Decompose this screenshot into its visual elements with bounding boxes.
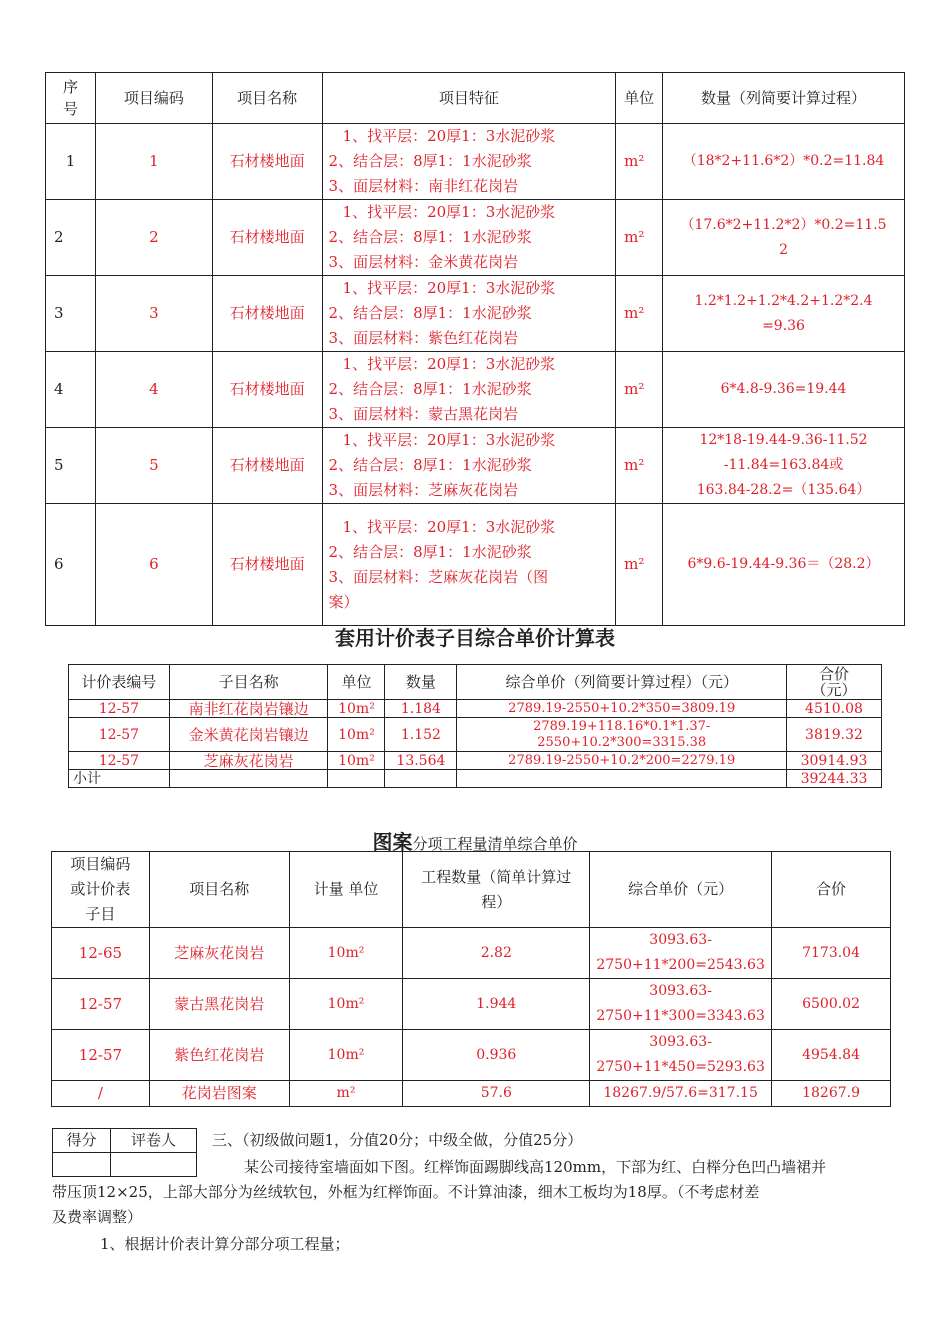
row-unit-price [457, 700, 787, 718]
row-name: 石材楼地面 [212, 428, 322, 504]
row-unit: m² [616, 200, 663, 276]
row-quantity [663, 276, 905, 352]
row-unit-price [590, 928, 772, 979]
subtotal-value: 39244.33 [787, 770, 882, 788]
header-quantity-line: 程） [481, 892, 512, 911]
feature-line: 1、找平层：20厚1：3水泥砂浆 [342, 517, 556, 536]
row-quantity: 1.184 [385, 700, 457, 718]
table-header-row [52, 852, 891, 928]
header-quantity [403, 852, 590, 928]
feature-line: 3、面层材料：紫色红花岗岩 [328, 329, 519, 347]
header-name: 子目名称 [169, 665, 328, 700]
price-line: 2550+10.2*300=3315.38 [537, 734, 707, 750]
row-seq: 2 [46, 200, 96, 276]
row-total: 30914.93 [787, 752, 882, 770]
header-code-line: 项目编码 [70, 855, 131, 873]
table-row [69, 752, 882, 770]
feature-line: 2、结合层：8厚1：1水泥砂浆 [328, 542, 532, 561]
row-name: 蒙古黑花岗岩 [149, 979, 289, 1030]
subtotal-row [69, 770, 882, 788]
row-quantity: 2.82 [403, 928, 590, 979]
header-code-line: 或计价表 [70, 880, 131, 898]
question-item-1: 1、根据计价表计算分部分项工程量； [100, 1235, 350, 1253]
feature-line: 1、找平层：20厚1：3水泥砂浆 [342, 355, 556, 373]
table-row [52, 1030, 891, 1081]
row-code: 12-57 [52, 1030, 150, 1081]
row-name: 石材楼地面 [212, 352, 322, 428]
score-box [52, 1128, 197, 1177]
feature-line: 3、面层材料：芝麻灰花岗岩（图 [328, 567, 549, 586]
row-code: 12-65 [52, 928, 150, 979]
table-row [69, 700, 882, 718]
row-unit: m² [616, 352, 663, 428]
row-feature [322, 200, 616, 276]
quantity-line: 1.2*1.2+1.2*4.2+1.2*2.4 [694, 292, 873, 309]
row-seq: 4 [46, 352, 96, 428]
row-unit: 10m² [289, 979, 403, 1030]
row-unit: m² [616, 428, 663, 504]
feature-line: 3、面层材料：南非红花岗岩 [328, 177, 519, 195]
table-header-row [46, 73, 905, 124]
score-label: 得分 [53, 1129, 111, 1153]
row-name: 石材楼地面 [212, 124, 322, 200]
row-code: 5 [95, 428, 212, 504]
row-seq: 6 [46, 504, 96, 626]
row-quantity: 1.944 [403, 979, 590, 1030]
question-text-line2: 带压顶12×25，上部大部分为丝绒软包，外框为红榉饰面。不计算油漆，细木工板均为18厚。（不考虑材差 [52, 1183, 760, 1201]
pattern-price-table [51, 851, 891, 1107]
row-name: 石材楼地面 [212, 276, 322, 352]
price-line: 2789.19+118.16*0.1*1.37- [533, 718, 711, 734]
row-unit: 10m² [289, 1030, 403, 1081]
row-quantity [663, 428, 905, 504]
table-row [52, 928, 891, 979]
table-row [46, 428, 905, 504]
feature-line: 2、结合层：8厚1：1水泥砂浆 [328, 228, 532, 246]
header-name [149, 852, 289, 928]
unit-price-calc-table [68, 664, 882, 788]
feature-line: 3、面层材料：金米黄花岗岩 [328, 253, 519, 271]
feature-line: 2、结合层：8厚1：1水泥砂浆 [328, 152, 532, 170]
bill-of-quantities-table [45, 72, 905, 626]
table-row [46, 200, 905, 276]
row-quantity: 1.152 [385, 718, 457, 752]
row-unit: m² [616, 124, 663, 200]
feature-line: 1、找平层：20厚1：3水泥砂浆 [342, 279, 556, 297]
row-unit: m² [289, 1081, 403, 1107]
quantity-line: （17.6*2+11.2*2）*0.2=11.5 [680, 216, 887, 233]
header-total-line: 合价 [816, 880, 847, 898]
row-name: 芝麻灰花岗岩 [149, 928, 289, 979]
price-line: 2750+11*300=3343.63 [596, 1008, 765, 1024]
row-unit: 10m² [328, 752, 385, 770]
feature-line: 2、结合层：8厚1：1水泥砂浆 [328, 304, 532, 322]
header-total [772, 852, 891, 928]
header-unit: 单位 [328, 665, 385, 700]
price-line: 3093.63- [649, 983, 712, 999]
row-feature [322, 428, 616, 504]
row-unit-price [457, 718, 787, 752]
row-unit: 10m² [328, 700, 385, 718]
price-line: 2789.19-2550+10.2*200=2279.19 [508, 752, 736, 768]
row-quantity: 0.936 [403, 1030, 590, 1081]
row-quantity [663, 124, 905, 200]
row-unit: 10m² [289, 928, 403, 979]
row-code: 4 [95, 352, 212, 428]
table-row [46, 504, 905, 626]
row-feature [322, 504, 616, 626]
table-row [52, 1081, 891, 1107]
row-name: 石材楼地面 [212, 504, 322, 626]
header-code [52, 852, 150, 928]
feature-line: 3、面层材料：芝麻灰花岗岩 [328, 481, 519, 499]
header-unit [289, 852, 403, 928]
header-feature: 项目特征 [322, 73, 616, 124]
price-line: 2789.19-2550+10.2*350=3809.19 [508, 700, 736, 716]
row-name: 南非红花岗岩镶边 [169, 700, 328, 718]
question-heading: 三、（初级做问题1，分值20分；中级全做，分值25分） [212, 1131, 583, 1149]
price-line: 2750+11*200=2543.63 [596, 957, 765, 973]
header-quantity: 数量 [385, 665, 457, 700]
row-seq: 1 [46, 124, 96, 200]
table-row [46, 352, 905, 428]
row-seq: 5 [46, 428, 96, 504]
row-total: 6500.02 [772, 979, 891, 1030]
row-code: 2 [95, 200, 212, 276]
feature-line: 2、结合层：8厚1：1水泥砂浆 [328, 380, 532, 398]
row-name: 石材楼地面 [212, 200, 322, 276]
row-feature [322, 352, 616, 428]
subtotal-label: 小计 [69, 770, 170, 788]
quantity-line: 6*4.8-9.36=19.44 [720, 381, 847, 397]
row-total: 4510.08 [787, 700, 882, 718]
price-line: 18267.9/57.6=317.15 [603, 1085, 758, 1101]
feature-line: 2、结合层：8厚1：1水泥砂浆 [328, 456, 532, 474]
row-code: 12-57 [69, 752, 170, 770]
feature-line: 1、找平层：20厚1：3水泥砂浆 [342, 431, 556, 449]
row-code: 6 [95, 504, 212, 626]
row-unit: m² [616, 276, 663, 352]
row-total: 4954.84 [772, 1030, 891, 1081]
row-code: 12-57 [69, 700, 170, 718]
header-seq: 序 号 [46, 73, 96, 124]
row-unit: 10m² [328, 718, 385, 752]
grader-label: 评卷人 [110, 1129, 196, 1153]
row-name: 花岗岩图案 [149, 1081, 289, 1107]
header-unit-price [590, 852, 772, 928]
row-unit-price [590, 1030, 772, 1081]
row-total: 18267.9 [772, 1081, 891, 1107]
row-quantity: 57.6 [403, 1081, 590, 1107]
row-quantity [663, 200, 905, 276]
table-row [69, 718, 882, 752]
question-text-line3: 及费率调整） [52, 1208, 143, 1226]
question-text-line1: 某公司接待室墙面如下图。红榉饰面踢脚线高120mm，下部为红、白榉分色凹凸墙裙并 [244, 1158, 827, 1176]
row-code: 12-57 [69, 718, 170, 752]
row-name: 金米黄花岗岩镶边 [169, 718, 328, 752]
quantity-line: 12*18-19.44-9.36-11.52 [699, 432, 868, 448]
row-name: 芝麻灰花岗岩 [169, 752, 328, 770]
header-quantity-line: 工程数量（简单计算过 [421, 867, 572, 886]
feature-line: 案） [328, 592, 359, 611]
row-total: 7173.04 [772, 928, 891, 979]
row-code: 1 [95, 124, 212, 200]
header-code: 项目编码 [95, 73, 212, 124]
section-title-unit-price: 套用计价表子目综合单价计算表 [335, 626, 615, 650]
price-line: 3093.63- [649, 932, 712, 948]
header-unit-price: 综合单价（列简要计算过程）（元） [457, 665, 787, 700]
header-unit-line: 计量 单位 [313, 880, 379, 898]
score-cell[interactable] [53, 1153, 111, 1177]
row-code: / [52, 1081, 150, 1107]
row-total: 3819.32 [787, 718, 882, 752]
price-line: 3093.63- [649, 1034, 712, 1050]
price-line: 2750+11*450=5293.63 [596, 1059, 765, 1075]
header-unit: 单位 [616, 73, 663, 124]
row-quantity [663, 504, 905, 626]
table-row [52, 979, 891, 1030]
row-feature [322, 124, 616, 200]
row-unit-price [590, 1081, 772, 1107]
header-total: 合价 （元） [787, 665, 882, 700]
row-unit-price [457, 752, 787, 770]
row-name: 紫色红花岗岩 [149, 1030, 289, 1081]
row-feature [322, 276, 616, 352]
header-code-line: 子目 [85, 905, 116, 923]
row-seq: 3 [46, 276, 96, 352]
row-quantity: 13.564 [385, 752, 457, 770]
row-unit: m² [616, 504, 663, 626]
row-code: 3 [95, 276, 212, 352]
quantity-line: 6*9.6-19.44-9.36＝（28.2） [687, 556, 880, 572]
row-code: 12-57 [52, 979, 150, 1030]
table-row [46, 124, 905, 200]
quantity-line: （18*2+11.6*2）*0.2=11.84 [682, 153, 885, 169]
feature-line: 1、找平层：20厚1：3水泥砂浆 [342, 203, 556, 221]
table-row [46, 276, 905, 352]
header-unit-price-line: 综合单价（元） [628, 880, 734, 898]
grader-cell[interactable] [110, 1153, 196, 1177]
row-quantity [663, 352, 905, 428]
table-header-row [69, 665, 882, 700]
quantity-line: -11.84=163.84或 [723, 457, 844, 473]
header-code: 计价表编号 [69, 665, 170, 700]
feature-line: 1、找平层：20厚1：3水泥砂浆 [342, 127, 556, 145]
section-title-pattern: 图案分项工程量清单综合单价 [372, 830, 578, 854]
row-unit-price [590, 979, 772, 1030]
header-quantity: 数量（列简要计算过程） [663, 73, 905, 124]
quantity-line: 2 [779, 241, 788, 258]
quantity-line: 163.84-28.2=（135.64） [696, 482, 871, 498]
feature-line: 3、面层材料：蒙古黑花岗岩 [328, 405, 519, 423]
header-name-line: 项目名称 [189, 880, 250, 898]
quantity-line: =9.36 [762, 317, 805, 334]
header-name: 项目名称 [212, 73, 322, 124]
